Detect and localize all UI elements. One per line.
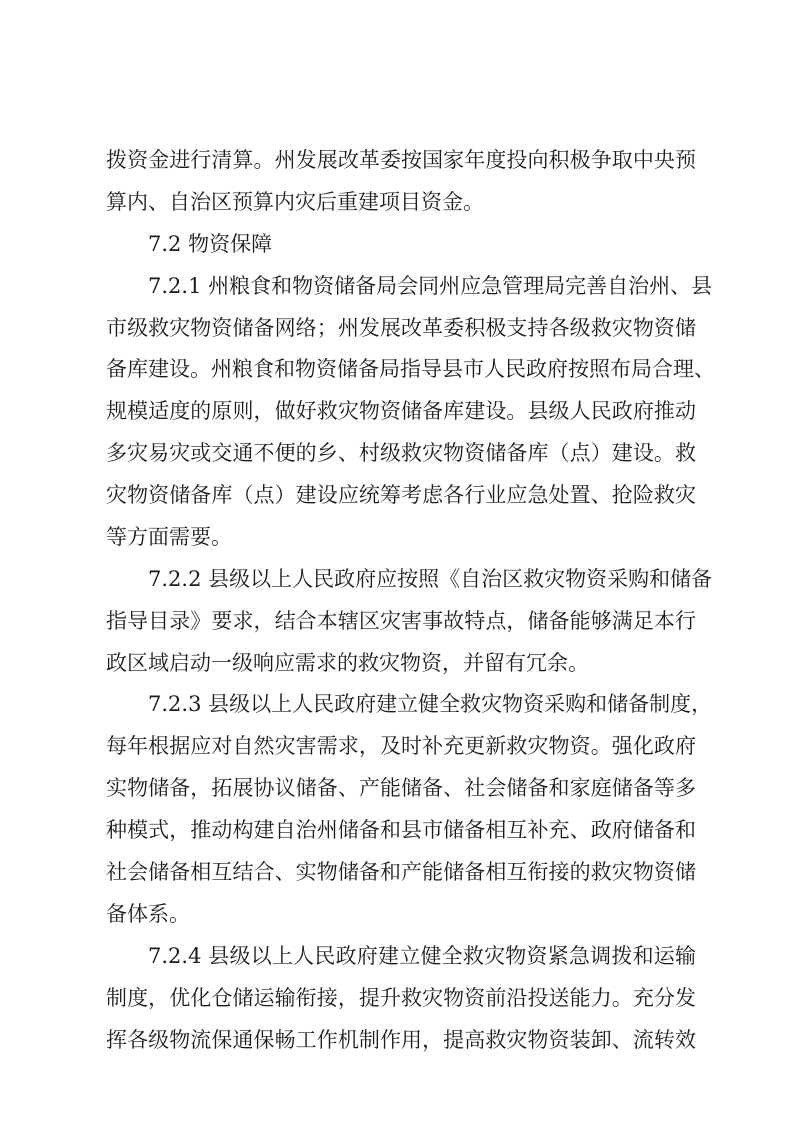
body-text-line: 每年根据应对自然灾害需求，及时补充更新救灾物资。强化政府: [106, 734, 696, 758]
body-text-line: 拨资金进行清算。州发展改革委按国家年度投向积极争取中央预: [106, 148, 696, 172]
section-heading: 7.2 物资保障: [148, 232, 273, 256]
body-text-line: 政区域启动一级响应需求的救灾物资，并留有冗余。: [106, 651, 589, 675]
body-text-line: 社会储备相互结合、实物储备和产能储备相互衔接的救灾物资储: [106, 860, 696, 884]
body-text-line: 备体系。: [106, 902, 190, 926]
body-text-line: 等方面需要。: [106, 525, 232, 549]
body-text-line: 多灾易灾或交通不便的乡、村级救灾物资储备库（点）建设。救: [106, 441, 696, 465]
clause-first-line: 7.2.3 县级以上人民政府建立健全救灾物资采购和储备制度，: [148, 692, 713, 716]
body-text-line: 灾物资储备库（点）建设应统筹考虑各行业应急处置、抢险救灾: [106, 483, 696, 507]
body-text-line: 挥各级物流保通保畅工作机制作用，提高救灾物资装卸、流转效: [106, 1028, 696, 1052]
clause-first-line: 7.2.1 州粮食和物资储备局会同州应急管理局完善自治州、县: [148, 274, 713, 298]
body-text-line: 指导目录》要求，结合本辖区灾害事故特点，储备能够满足本行: [106, 609, 696, 633]
body-text-line: 规模适度的原则，做好救灾物资储备库建设。县级人民政府推动: [106, 399, 696, 423]
body-text-line: 备库建设。州粮食和物资储备局指导县市人民政府按照布局合理、: [106, 357, 715, 381]
body-text-line: 市级救灾物资储备网络；州发展改革委积极支持各级救灾物资储: [106, 316, 696, 340]
body-text-line: 种模式，推动构建自治州储备和县市储备相互补充、政府储备和: [106, 818, 696, 842]
body-text-line: 制度，优化仓储运输衔接，提升救灾物资前沿投送能力。充分发: [106, 986, 696, 1010]
clause-first-line: 7.2.4 县级以上人民政府建立健全救灾物资紧急调拨和运输: [148, 944, 696, 968]
body-text-line: 实物储备，拓展协议储备、产能储备、社会储备和家庭储备等多: [106, 776, 696, 800]
body-text-line: 算内、自治区预算内灾后重建项目资金。: [106, 190, 484, 214]
clause-first-line: 7.2.2 县级以上人民政府应按照《自治区救灾物资采购和储备: [148, 567, 713, 591]
